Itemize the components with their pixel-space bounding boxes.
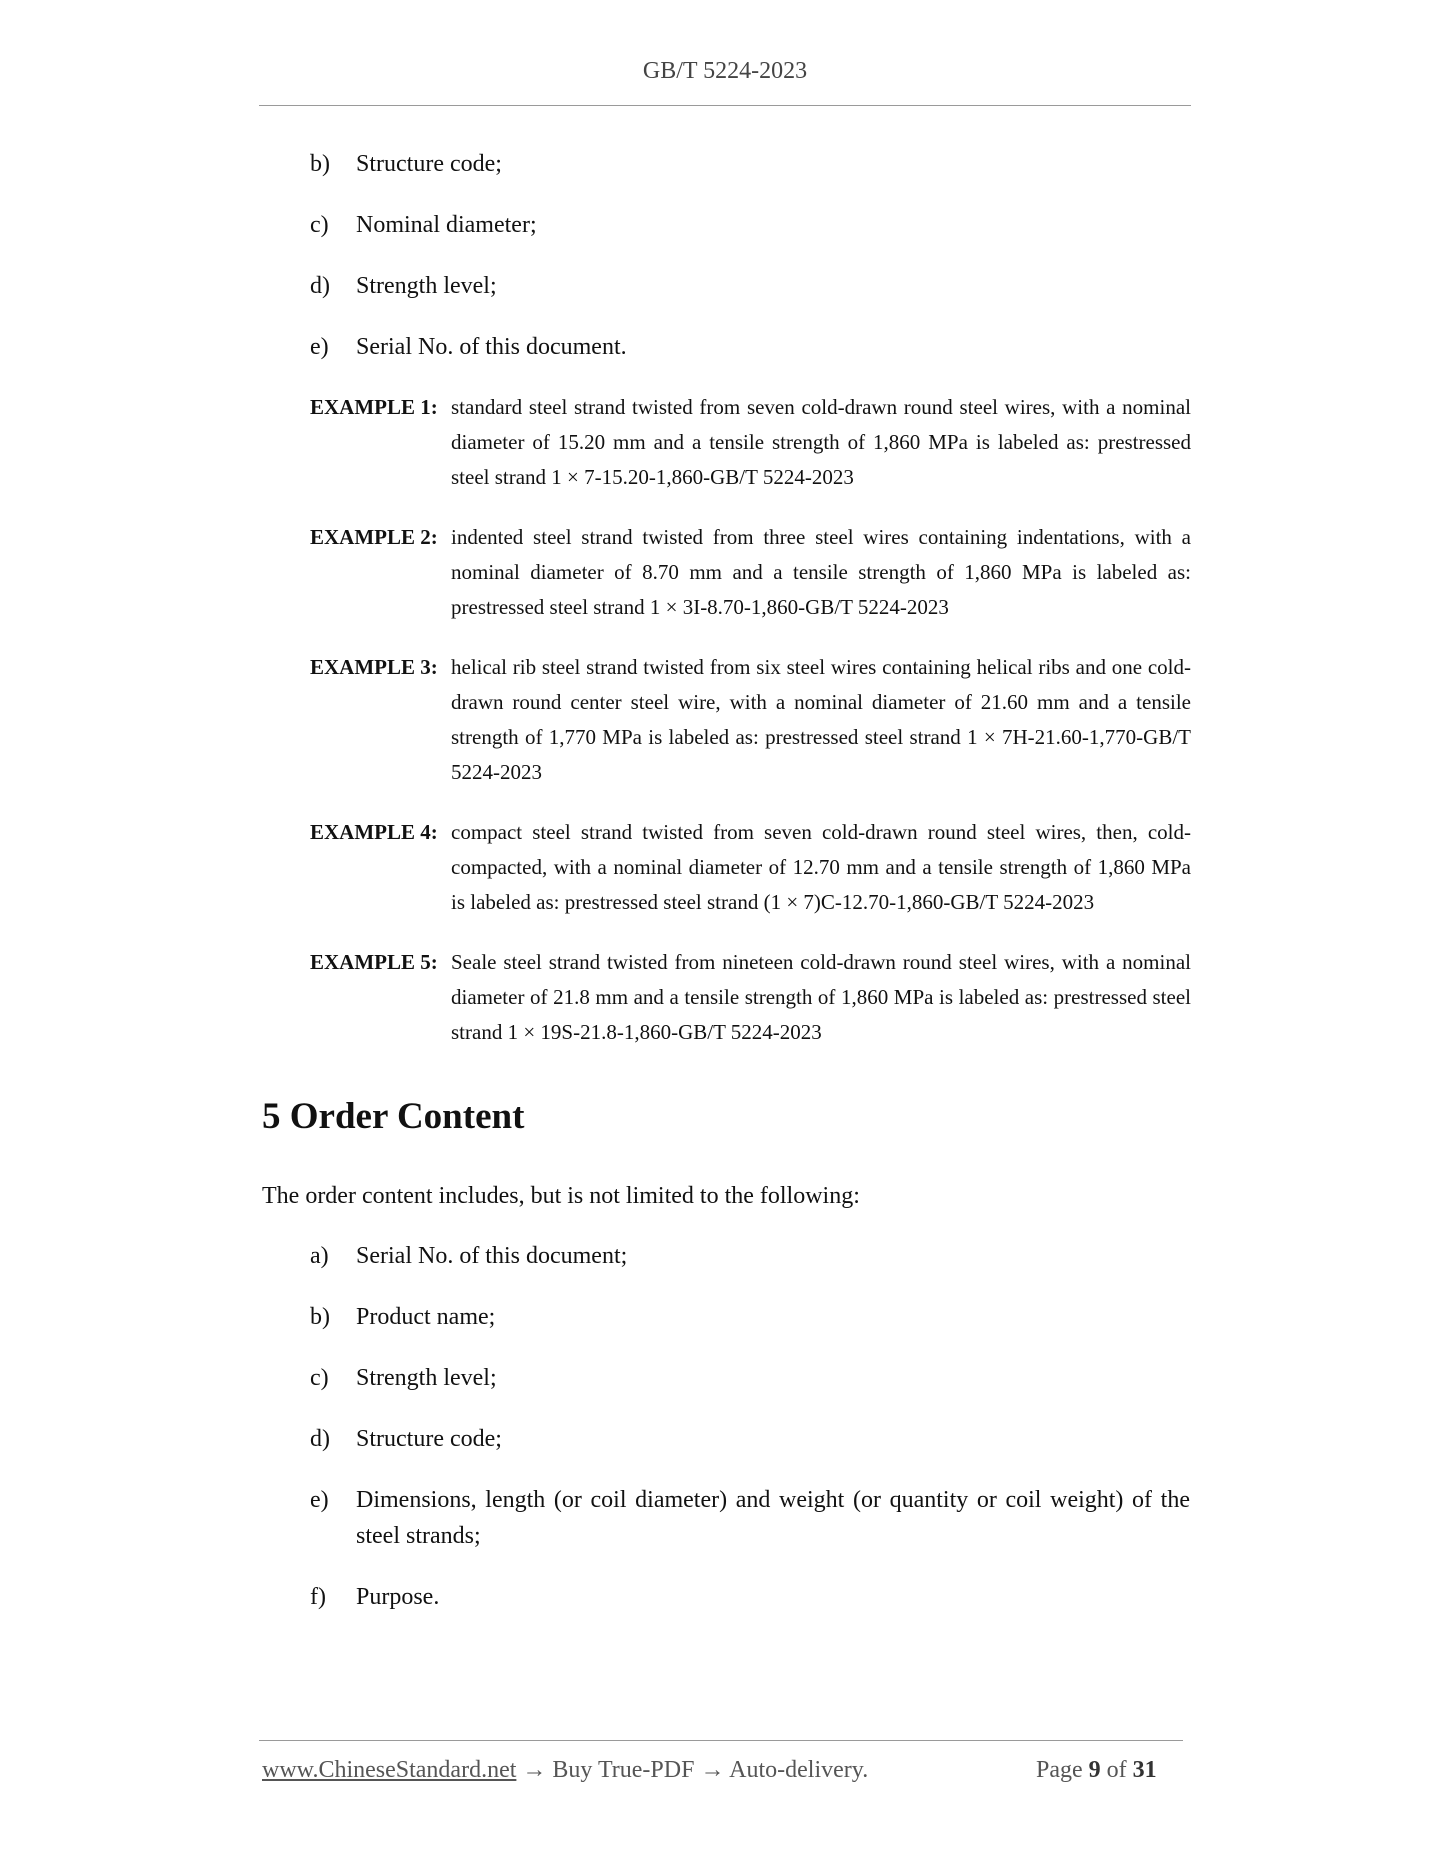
example-text: standard steel strand twisted from seven cold-drawn round steel wires, with a nominal diameter of 15.20 mm and a tensile strength of 1,860 MPa is labeled as: prestressed steel strand 1 × 7-15.20-1,860-GB/T 5224-2023 xyxy=(451,395,1191,489)
page-header: GB/T 5224-2023 xyxy=(642,58,808,84)
example-text: helical rib steel strand twisted from six steel wires containing helical ribs and one cold-drawn round center steel wire, with a nominal diameter of 21.60 mm and a tensile strength of 1,770 MPa is labeled as: prestressed steel strand 1 × 7H-21.60-1,770-GB/T 5224-2023 xyxy=(451,655,1191,784)
example-5 xyxy=(310,945,1191,1050)
footer-links xyxy=(262,1757,868,1784)
example-2 xyxy=(310,520,1191,625)
list-marker: b) xyxy=(310,1304,330,1330)
list-marker: c) xyxy=(310,1365,329,1391)
delivery-text: Auto-delivery. xyxy=(729,1757,869,1783)
website-link[interactable]: www.ChineseStandard.net xyxy=(262,1757,517,1783)
list-text: Structure code; xyxy=(356,151,502,177)
example-text: Seale steel strand twisted from nineteen cold-drawn round steel wires, with a nominal diameter of 21.8 mm and a tensile strength of 1,860 MPa is labeled as: prestressed steel strand 1 × 19S-21.8-1,860-GB/T 5224-2023 xyxy=(451,950,1191,1044)
list-marker: b) xyxy=(310,151,330,177)
section-intro: The order content includes, but is not limited to the following: xyxy=(262,1183,860,1209)
footer-divider xyxy=(259,1740,1183,1741)
list-item xyxy=(310,329,1190,365)
list-item xyxy=(310,207,1190,243)
list-text: Nominal diameter; xyxy=(356,212,537,238)
list-marker: a) xyxy=(310,1243,329,1269)
example-text: indented steel strand twisted from three steel wires containing indentations, with a nominal diameter of 8.70 mm and a tensile strength of 1,860 MPa is labeled as: prestressed steel strand 1 × 3I-8.70-1,860-GB/T 5224-2023 xyxy=(451,525,1191,619)
list-marker: e) xyxy=(310,334,329,360)
of-word: of xyxy=(1106,1757,1127,1783)
list-text: Product name; xyxy=(356,1304,496,1330)
example-label: EXAMPLE 1: xyxy=(310,395,438,419)
example-text: compact steel strand twisted from seven cold-drawn round steel wires, then, cold-compacted, with a nominal diameter of 12.70 mm and a tensile strength of 1,860 MPa is labeled as: prestressed steel strand (1 × 7)C-12.70-1,860-GB/T 5224-2023 xyxy=(451,820,1191,914)
header-divider xyxy=(259,105,1191,106)
list-item xyxy=(310,146,1190,182)
section-title: 5 Order Content xyxy=(262,1096,525,1137)
list-text: Strength level; xyxy=(356,1365,497,1391)
list-item xyxy=(310,268,1190,304)
arrow-right-icon: → xyxy=(700,1757,725,1783)
example-label: EXAMPLE 3: xyxy=(310,655,438,679)
current-page: 9 xyxy=(1088,1757,1101,1783)
example-3 xyxy=(310,650,1191,790)
list-text: Purpose. xyxy=(356,1584,440,1610)
buy-pdf-text: Buy True-PDF xyxy=(552,1757,695,1783)
list-text: Serial No. of this document. xyxy=(356,334,627,360)
list-text: Dimensions, length (or coil diameter) and weight (or quantity or coil weight) of the steel strands; xyxy=(356,1487,1190,1549)
list-item xyxy=(310,1579,1190,1615)
list-marker: e) xyxy=(310,1487,329,1513)
page-number xyxy=(1036,1757,1157,1784)
example-label: EXAMPLE 2: xyxy=(310,525,438,549)
list-marker: f) xyxy=(310,1584,326,1610)
example-label: EXAMPLE 5: xyxy=(310,950,438,974)
example-1 xyxy=(310,390,1191,495)
arrow-right-icon: → xyxy=(522,1757,547,1783)
list-item xyxy=(310,1238,1190,1274)
list-item xyxy=(310,1360,1190,1396)
total-pages: 31 xyxy=(1132,1757,1157,1783)
list-text: Strength level; xyxy=(356,273,497,299)
example-4 xyxy=(310,815,1191,920)
list-marker: d) xyxy=(310,273,330,299)
list-item xyxy=(310,1421,1190,1457)
list-item xyxy=(310,1299,1190,1335)
list-marker: c) xyxy=(310,212,329,238)
list-marker: d) xyxy=(310,1426,330,1452)
list-text: Structure code; xyxy=(356,1426,502,1452)
example-label: EXAMPLE 4: xyxy=(310,820,438,844)
page-word: Page xyxy=(1036,1757,1083,1783)
list-text: Serial No. of this document; xyxy=(356,1243,628,1269)
list-item xyxy=(310,1482,1190,1554)
